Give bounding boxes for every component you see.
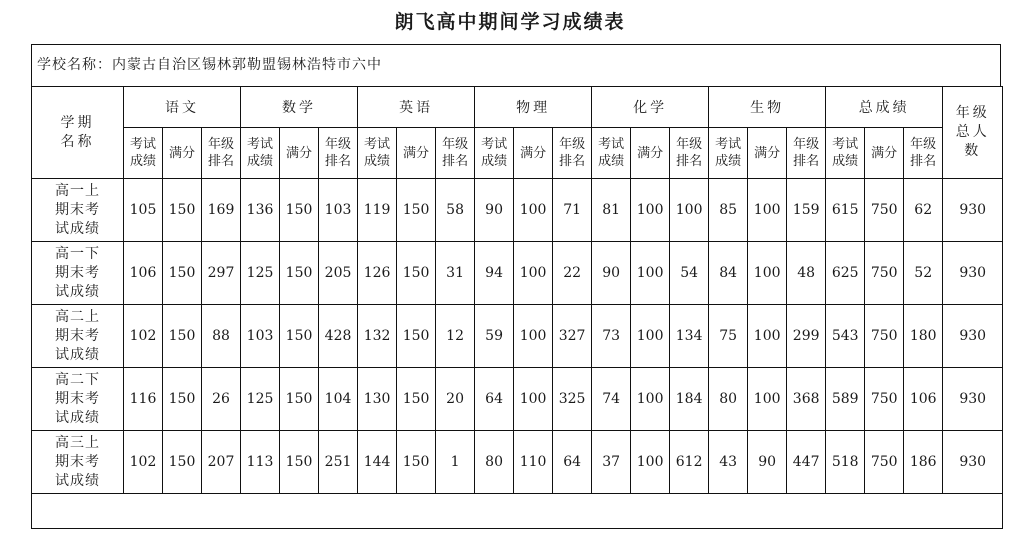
term-cell: 高一上期末考试成绩 [32,179,124,242]
score-cell: 205 [319,242,358,305]
sub-column-header: 考试成绩 [124,128,163,179]
score-cell: 368 [787,368,826,431]
table-row [32,368,1003,431]
score-cell: 54 [670,242,709,305]
score-cell: 100 [631,431,670,494]
score-cell: 299 [787,305,826,368]
score-cell: 103 [241,305,280,368]
score-cell: 251 [319,431,358,494]
score-cell: 85 [709,179,748,242]
table-row [32,179,1003,242]
subject-header: 数学 [241,87,358,128]
score-cell: 31 [436,242,475,305]
score-cell: 116 [124,368,163,431]
score-cell: 58 [436,179,475,242]
score-cell: 447 [787,431,826,494]
score-cell: 84 [709,242,748,305]
score-cell: 80 [709,368,748,431]
score-cell: 180 [904,305,943,368]
score-cell: 625 [826,242,865,305]
table-row [32,242,1003,305]
sub-column-header: 满分 [397,128,436,179]
total-students-cell: 930 [943,305,1003,368]
score-cell: 612 [670,431,709,494]
score-cell: 126 [358,242,397,305]
score-cell: 1 [436,431,475,494]
score-cell: 428 [319,305,358,368]
sub-column-header: 满分 [748,128,787,179]
score-cell: 150 [163,242,202,305]
score-cell: 750 [865,368,904,431]
sub-column-header: 考试成绩 [241,128,280,179]
sub-column-header: 满分 [865,128,904,179]
score-cell: 150 [397,242,436,305]
grades-table [31,86,1003,529]
score-cell: 125 [241,242,280,305]
sub-column-header: 满分 [514,128,553,179]
score-cell: 100 [631,368,670,431]
score-cell: 100 [514,368,553,431]
score-cell: 150 [280,305,319,368]
score-cell: 159 [787,179,826,242]
subject-header: 英语 [358,87,475,128]
term-cell: 高三上期末考试成绩 [32,431,124,494]
score-cell: 150 [163,368,202,431]
score-cell: 37 [592,431,631,494]
score-cell: 750 [865,431,904,494]
score-cell: 750 [865,305,904,368]
sub-column-header: 年级排名 [319,128,358,179]
sub-column-header: 满分 [280,128,319,179]
sub-column-header: 年级排名 [202,128,241,179]
blank-row [32,494,1003,529]
sub-column-header: 满分 [163,128,202,179]
score-cell: 106 [904,368,943,431]
score-cell: 106 [124,242,163,305]
score-cell: 150 [163,179,202,242]
sub-column-header: 年级排名 [553,128,592,179]
score-cell: 207 [202,431,241,494]
score-cell: 22 [553,242,592,305]
score-cell: 102 [124,305,163,368]
score-cell: 81 [592,179,631,242]
header-total-students: 年级总人数 [943,87,1003,179]
score-cell: 100 [514,305,553,368]
score-cell: 100 [631,242,670,305]
sub-column-header: 考试成绩 [592,128,631,179]
score-cell: 64 [475,368,514,431]
term-cell: 高二下期末考试成绩 [32,368,124,431]
score-cell: 150 [397,305,436,368]
score-cell: 100 [631,179,670,242]
score-cell: 90 [748,431,787,494]
score-cell: 102 [124,431,163,494]
score-cell: 136 [241,179,280,242]
blank-cell [32,494,1003,529]
score-cell: 100 [748,368,787,431]
score-cell: 110 [514,431,553,494]
total-students-cell: 930 [943,431,1003,494]
score-cell: 150 [163,305,202,368]
score-cell: 150 [280,242,319,305]
score-cell: 71 [553,179,592,242]
score-cell: 150 [280,179,319,242]
score-cell: 543 [826,305,865,368]
score-cell: 184 [670,368,709,431]
score-cell: 100 [670,179,709,242]
score-cell: 103 [319,179,358,242]
score-cell: 327 [553,305,592,368]
score-cell: 169 [202,179,241,242]
score-cell: 59 [475,305,514,368]
subject-header: 物理 [475,87,592,128]
sub-column-header: 考试成绩 [475,128,514,179]
score-cell: 297 [202,242,241,305]
sub-column-header: 年级排名 [787,128,826,179]
score-cell: 100 [631,305,670,368]
score-cell: 186 [904,431,943,494]
sub-column-header: 年级排名 [904,128,943,179]
score-cell: 125 [241,368,280,431]
subject-header: 化学 [592,87,709,128]
subject-header: 总成绩 [826,87,943,128]
page-title: 朗飞高中期间学习成绩表 [394,11,626,33]
sub-column-header: 考试成绩 [358,128,397,179]
table-row [32,431,1003,494]
score-cell: 113 [241,431,280,494]
score-cell: 52 [904,242,943,305]
sub-column-header: 满分 [631,128,670,179]
score-cell: 48 [787,242,826,305]
score-cell: 589 [826,368,865,431]
sub-column-header: 年级排名 [670,128,709,179]
score-cell: 150 [163,431,202,494]
total-students-cell: 930 [943,368,1003,431]
score-cell: 150 [280,431,319,494]
score-cell: 100 [748,242,787,305]
score-cell: 100 [514,242,553,305]
score-cell: 150 [397,179,436,242]
total-students-cell: 930 [943,242,1003,305]
score-cell: 150 [397,431,436,494]
sub-column-header: 考试成绩 [826,128,865,179]
score-cell: 88 [202,305,241,368]
score-cell: 615 [826,179,865,242]
score-cell: 119 [358,179,397,242]
header-term: 学期名称 [32,87,124,179]
score-cell: 12 [436,305,475,368]
score-cell: 105 [124,179,163,242]
score-cell: 26 [202,368,241,431]
score-cell: 64 [553,431,592,494]
term-cell: 高一下期末考试成绩 [32,242,124,305]
subject-header: 生物 [709,87,826,128]
subject-header: 语文 [124,87,241,128]
sub-column-header: 年级排名 [436,128,475,179]
score-cell: 100 [748,305,787,368]
score-cell: 75 [709,305,748,368]
total-students-cell: 930 [943,179,1003,242]
table-row [32,305,1003,368]
sub-column-header: 考试成绩 [709,128,748,179]
score-cell: 73 [592,305,631,368]
score-cell: 325 [553,368,592,431]
score-cell: 62 [904,179,943,242]
score-cell: 144 [358,431,397,494]
score-cell: 750 [865,242,904,305]
score-cell: 100 [748,179,787,242]
score-cell: 20 [436,368,475,431]
score-cell: 74 [592,368,631,431]
score-cell: 150 [397,368,436,431]
score-cell: 104 [319,368,358,431]
score-cell: 100 [514,179,553,242]
score-cell: 518 [826,431,865,494]
term-cell: 高二上期末考试成绩 [32,305,124,368]
score-cell: 80 [475,431,514,494]
score-cell: 94 [475,242,514,305]
score-cell: 132 [358,305,397,368]
score-cell: 150 [280,368,319,431]
score-cell: 134 [670,305,709,368]
score-cell: 43 [709,431,748,494]
score-cell: 130 [358,368,397,431]
school-name: 学校名称：内蒙古自治区锡林郭勒盟锡林浩特市六中 [31,44,1001,86]
score-cell: 90 [475,179,514,242]
score-cell: 90 [592,242,631,305]
score-cell: 750 [865,179,904,242]
